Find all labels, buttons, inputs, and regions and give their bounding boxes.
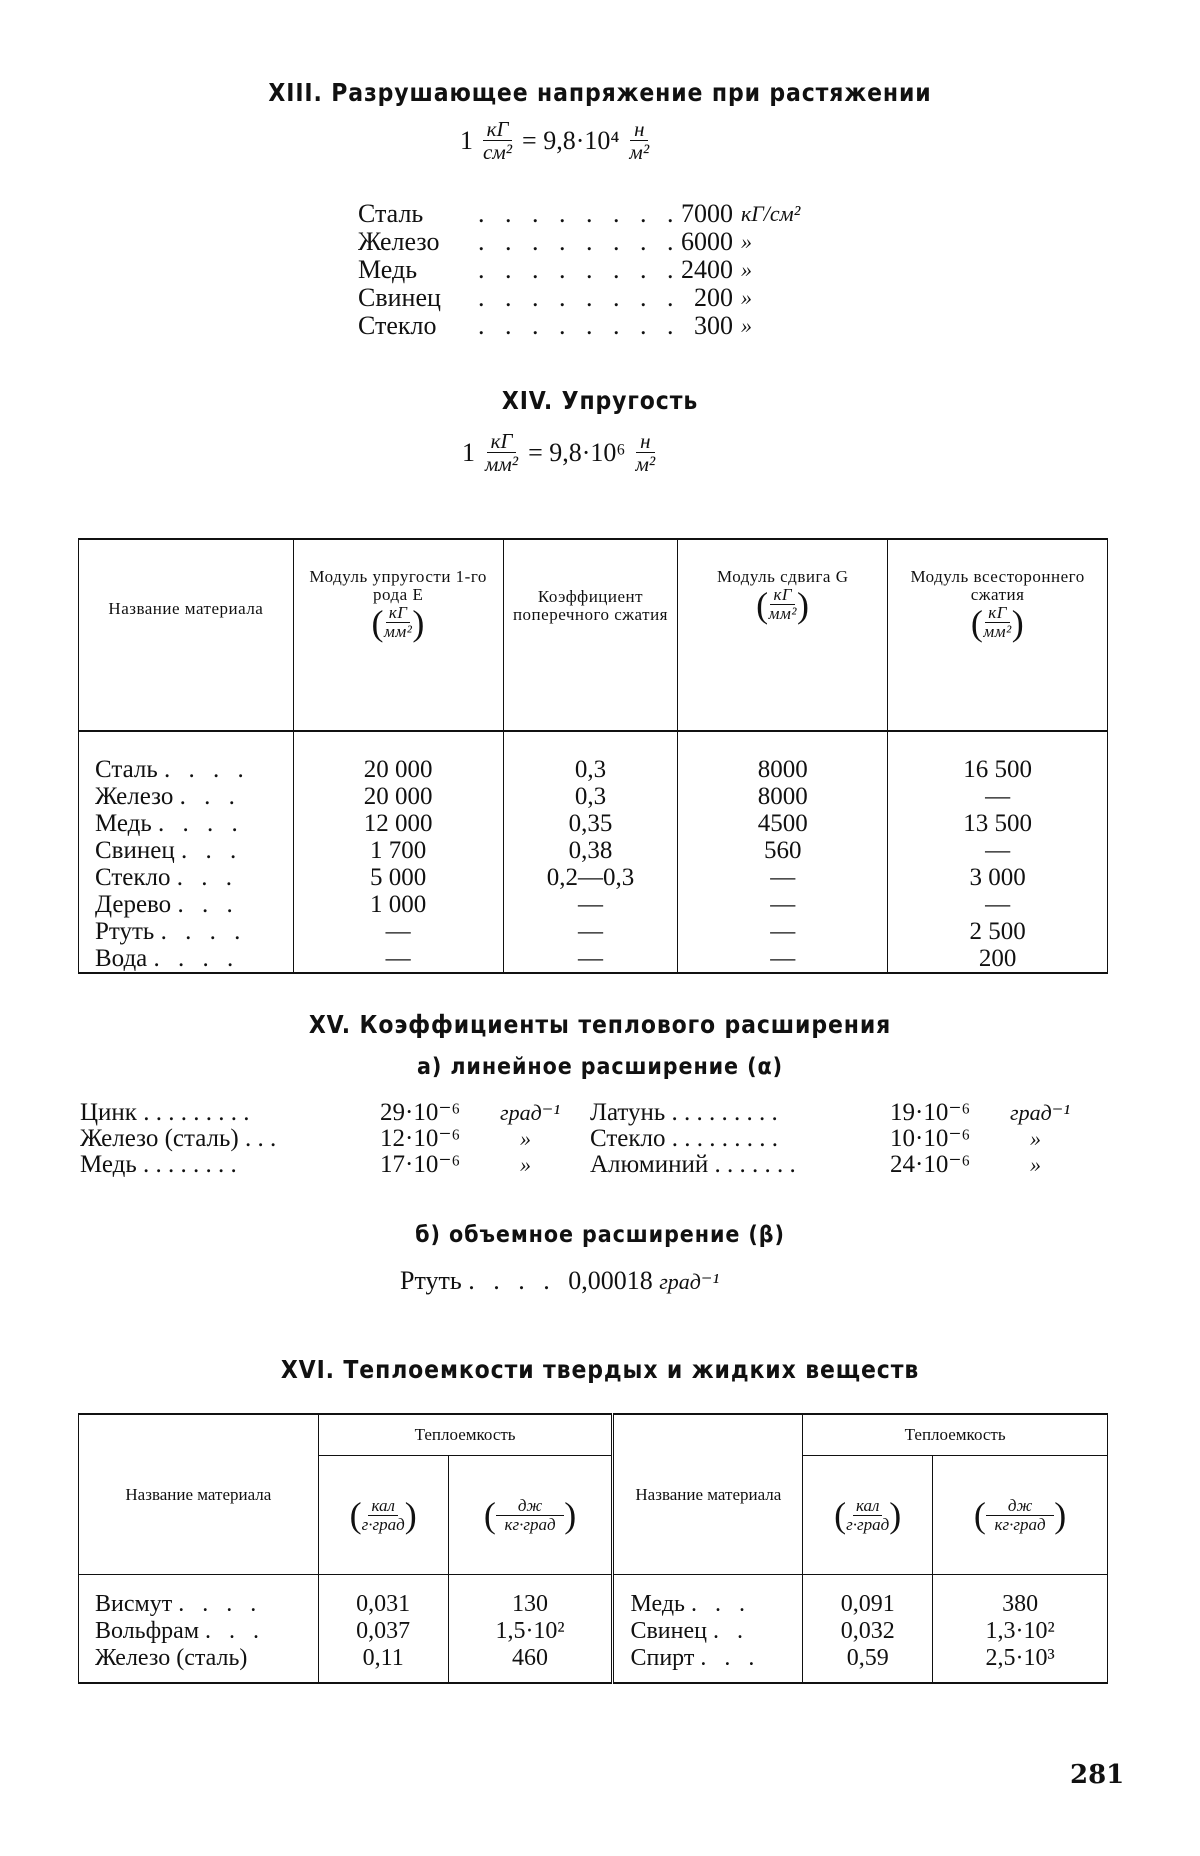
table-row [79, 918, 1108, 945]
page-number: 281 [1070, 1760, 1125, 1790]
cell-bulk: — [888, 783, 1108, 810]
header-heat [318, 1414, 613, 1456]
formula-den-2: м² [635, 452, 656, 477]
material-name: Железо [358, 227, 440, 256]
unit-num: дж [496, 1497, 564, 1516]
cell-joule: 380 [933, 1575, 1108, 1619]
unit-den: мм² [384, 622, 413, 641]
cell-name: Вода . . . . [79, 945, 294, 973]
header-heat-2 [803, 1414, 1108, 1456]
cell-bulk: 3 000 [888, 864, 1108, 891]
material-value: 29·10⁻⁶ [380, 1099, 461, 1126]
cell-name: Спирт . . . [613, 1645, 803, 1683]
cell-young: 1 000 [293, 891, 503, 918]
section-14-title: XIV. Упругость [501, 386, 699, 415]
cell-young: 20 000 [293, 783, 503, 810]
cell-cal: 0,031 [318, 1575, 448, 1619]
material-name: Свинец [630, 1618, 707, 1644]
cell-joule: 1,3·10² [933, 1618, 1108, 1645]
formula-num: кГ [483, 118, 513, 141]
unit-den: кг·град [994, 1514, 1046, 1534]
material-unit: кГ/см² [741, 201, 801, 226]
section-15-sub-a: а) линейное расширение (α) [417, 1054, 783, 1080]
material-name: Спирт [630, 1645, 695, 1671]
cell-young: 12 000 [293, 810, 503, 837]
material-name: Железо (сталь) . . . [80, 1125, 277, 1152]
material-name: Медь . . . . . . . . [80, 1151, 237, 1178]
material-name: Свинец [95, 837, 175, 864]
material-unit: град⁻¹ [500, 1100, 560, 1125]
table-row [79, 837, 1108, 864]
material-unit: » [741, 313, 752, 338]
cell-cal: 0,091 [803, 1575, 933, 1619]
cell-poisson: 0,38 [503, 837, 678, 864]
header-material-label: Название материала [125, 1484, 272, 1504]
cell-poisson: — [503, 891, 678, 918]
header-bulk [888, 539, 1108, 731]
material-value: 200 [694, 283, 733, 312]
material-value: 0,00018 [568, 1266, 653, 1295]
material-unit: » [520, 1152, 531, 1177]
table-row [79, 945, 1108, 973]
linear-expansion-left [80, 1100, 620, 1178]
material-unit: град⁻¹ [659, 1269, 720, 1294]
material-value: 6000 [681, 227, 733, 256]
unit-num: кГ [386, 604, 411, 623]
cell-joule: 2,5·10³ [933, 1645, 1108, 1683]
section-15-sub-b: б) объемное расширение (β) [415, 1222, 785, 1248]
table-row [79, 891, 1108, 918]
elasticity-table [78, 538, 1108, 974]
cell-name: Медь . . . [613, 1575, 803, 1619]
unit-fraction: ( кГ мм² ) [371, 602, 425, 643]
material-name: Алюминий . . . . . . . [590, 1151, 796, 1178]
header-poisson [503, 539, 678, 731]
unit-joule-2: ( дж кг·град ) [933, 1456, 1108, 1575]
cell-shear: 8000 [678, 783, 888, 810]
list-item [590, 1126, 1130, 1152]
material-name: Вода [95, 945, 148, 972]
cell-bulk: 16 500 [888, 731, 1108, 783]
material-name: Ртуть [95, 918, 155, 945]
material-name: Свинец [358, 283, 441, 312]
unit-den: мм² [983, 622, 1012, 641]
table-row [79, 731, 1108, 783]
formula-one: 1 [460, 125, 473, 155]
material-value: 17·10⁻⁶ [380, 1151, 461, 1178]
header-heat-label: Теплоемкость [414, 1425, 516, 1444]
material-name: Дерево [95, 891, 172, 918]
list-item: Медь . . . . . . . . 2400 » [358, 256, 851, 284]
material-name: Железо [95, 783, 174, 810]
cell-name: Свинец . . [613, 1618, 803, 1645]
material-name: Медь [95, 810, 152, 837]
section-13-formula [460, 118, 659, 163]
cell-cal: 0,59 [803, 1645, 933, 1683]
section-14-formula [462, 430, 665, 475]
material-name: Цинк . . . . . . . . . [80, 1099, 250, 1126]
unit-cal: ( кал г·град ) [318, 1456, 448, 1575]
table-row [79, 783, 1108, 810]
header-heat-label: Теплоемкость [904, 1425, 1006, 1444]
cell-name: Вольфрам . . . [79, 1618, 319, 1645]
unit-den: г·град [361, 1514, 405, 1534]
unit-den: мм² [768, 604, 797, 623]
material-name: Ртуть [400, 1266, 462, 1295]
formula-eq: = 9,8·10⁶ [528, 437, 626, 467]
cell-name: Дерево . . . [79, 891, 294, 918]
cell-young: 5 000 [293, 864, 503, 891]
cell-shear: — [678, 918, 888, 945]
material-name: Сталь [95, 756, 158, 783]
cell-joule: 1,5·10² [448, 1618, 613, 1645]
material-name: Латунь . . . . . . . . . [590, 1099, 778, 1126]
cell-young: 20 000 [293, 731, 503, 783]
material-unit: » [741, 257, 752, 282]
header-shear [678, 539, 888, 731]
unit-num: кал [853, 1497, 882, 1516]
table-row [79, 1645, 1108, 1683]
cell-name: Медь . . . . [79, 810, 294, 837]
formula-fraction [479, 118, 516, 163]
material-unit: град⁻¹ [1010, 1100, 1070, 1125]
material-unit: » [1030, 1152, 1041, 1177]
cell-poisson: 0,2—0,3 [503, 864, 678, 891]
header-material-label: Название материала [635, 1484, 782, 1504]
cell-name: Висмут . . . . [79, 1575, 319, 1619]
volume-expansion-row: Ртуть . . . . 0,00018 град⁻¹ [400, 1266, 720, 1295]
table-row [79, 1618, 1108, 1645]
material-name: Вольфрам [95, 1618, 200, 1644]
header-material-2 [613, 1414, 803, 1575]
cell-shear: — [678, 891, 888, 918]
list-item [590, 1152, 1130, 1178]
material-value: 7000 [681, 199, 733, 228]
cell-poisson: 0,3 [503, 783, 678, 810]
cell-shear: — [678, 864, 888, 891]
cell-bulk: 13 500 [888, 810, 1108, 837]
cell-joule: 460 [448, 1645, 613, 1683]
header-poisson-label: Коэффициент поперечного сжатия [512, 587, 669, 624]
cell-bulk: 200 [888, 945, 1108, 973]
material-name: Стекло [95, 864, 171, 891]
cell-name: Сталь . . . . [79, 731, 294, 783]
formula-fraction-2 [632, 430, 660, 475]
material-name: Стекло . . . . . . . . . [590, 1125, 778, 1152]
unit-fraction: ( кГ мм² ) [970, 602, 1025, 643]
table-header-row [79, 539, 1108, 731]
formula-den: мм² [485, 452, 519, 477]
cell-name: Железо . . . [79, 783, 294, 810]
material-value: 10·10⁻⁶ [890, 1125, 971, 1152]
formula-fraction-2 [625, 118, 653, 163]
material-name: Висмут [95, 1591, 173, 1617]
cell-shear: 8000 [678, 731, 888, 783]
unit-den: кг·град [504, 1514, 556, 1534]
material-name: Стекло [358, 311, 437, 340]
section-15-title: XV. Коэффициенты теплового расширения [308, 1010, 892, 1039]
cell-young: — [293, 918, 503, 945]
list-item [80, 1152, 620, 1178]
table-row [79, 864, 1108, 891]
header-bulk-label: Модуль всестороннего сжатия [910, 567, 1085, 604]
cell-young: — [293, 945, 503, 973]
table-header-row [79, 1414, 1108, 1456]
section-13-title: XIII. Разрушающее напряжение при растяжении [268, 78, 932, 107]
cell-name: Стекло . . . [79, 864, 294, 891]
formula-one: 1 [462, 437, 475, 467]
list-item: Железо . . . . . . . . 6000 » [358, 228, 851, 256]
material-value: 12·10⁻⁶ [380, 1125, 461, 1152]
formula-den-2: м² [629, 140, 650, 165]
formula-num-2: н [630, 118, 648, 141]
cell-shear: 560 [678, 837, 888, 864]
list-item: Сталь . . . . . . . . 7000 кГ/см² [358, 200, 851, 228]
cell-name [79, 1645, 319, 1683]
table-row [79, 1575, 1108, 1619]
cell-poisson: — [503, 945, 678, 973]
cell-cal: 0,032 [803, 1618, 933, 1645]
header-young-label: Модуль упругости 1-го рода E [309, 567, 487, 604]
cell-bulk: — [888, 891, 1108, 918]
header-material-label: Название материала [108, 599, 264, 618]
heat-capacity-table [78, 1413, 1108, 1684]
cell-poisson: 0,3 [503, 731, 678, 783]
material-unit: » [741, 285, 752, 310]
material-unit: » [1030, 1126, 1041, 1151]
header-material [79, 539, 294, 731]
cell-bulk: — [888, 837, 1108, 864]
list-item: Свинец . . . . . . . . 200 » [358, 284, 851, 312]
linear-expansion-right [590, 1100, 1130, 1178]
formula-num-2: н [636, 430, 654, 453]
unit-den: г·град [846, 1514, 890, 1534]
header-young [293, 539, 503, 731]
table-row [79, 810, 1108, 837]
unit-num: кал [368, 1497, 397, 1516]
unit-num: дж [986, 1497, 1054, 1516]
material-name: Медь [630, 1591, 685, 1617]
formula-eq: = 9,8·10⁴ [522, 125, 620, 155]
cell-joule: 130 [448, 1575, 613, 1619]
cell-poisson: — [503, 918, 678, 945]
unit-fraction: ( кГ мм² ) [756, 584, 810, 625]
formula-num: кГ [487, 430, 517, 453]
material-value: 24·10⁻⁶ [890, 1151, 971, 1178]
unit-joule: ( дж кг·град ) [448, 1456, 613, 1575]
unit-num: кГ [985, 604, 1010, 623]
list-item [80, 1100, 620, 1126]
cell-bulk: 2 500 [888, 918, 1108, 945]
tensile-strength-list [358, 200, 851, 340]
material-name: Железо (сталь) [95, 1645, 248, 1671]
header-shear-label: Модуль сдвига G [717, 567, 849, 586]
cell-shear: — [678, 945, 888, 973]
material-name: Сталь [358, 199, 424, 228]
cell-shear: 4500 [678, 810, 888, 837]
cell-young: 1 700 [293, 837, 503, 864]
list-item [590, 1100, 1130, 1126]
material-value: 2400 [681, 255, 733, 284]
formula-den: см² [483, 140, 513, 165]
header-material [79, 1414, 319, 1575]
cell-name: Свинец . . . [79, 837, 294, 864]
cell-cal: 0,11 [318, 1645, 448, 1683]
material-unit: » [741, 229, 752, 254]
material-value: 19·10⁻⁶ [890, 1099, 971, 1126]
cell-name: Ртуть . . . . [79, 918, 294, 945]
cell-cal: 0,037 [318, 1618, 448, 1645]
material-name: Медь [358, 255, 418, 284]
cell-poisson: 0,35 [503, 810, 678, 837]
section-16-title: XVI. Теплоемкости твердых и жидких веществ [280, 1355, 920, 1384]
list-item: Стекло . . . . . . . . 300 » [358, 312, 851, 340]
material-unit: » [520, 1126, 531, 1151]
formula-fraction [481, 430, 522, 475]
material-value: 300 [694, 311, 733, 340]
unit-cal-2: ( кал г·град ) [803, 1456, 933, 1575]
list-item [80, 1126, 620, 1152]
unit-num: кГ [770, 586, 795, 605]
